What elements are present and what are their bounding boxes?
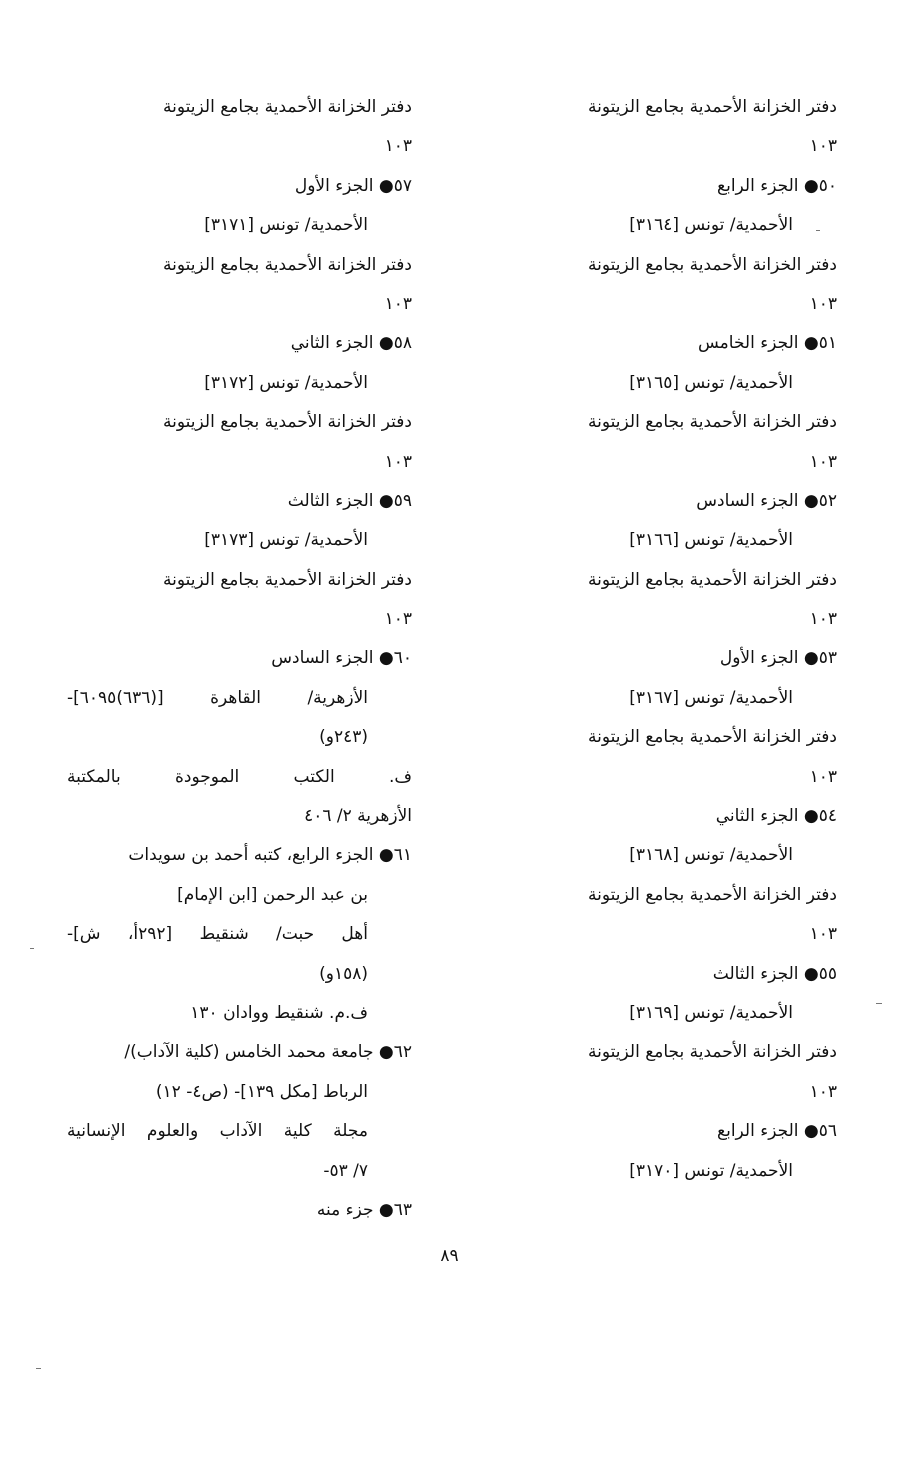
entry-line: دفتر الخزانة الأحمدية بجامع الزيتونة	[588, 727, 837, 748]
entry-line: الأحمدية/ تونس [٣١٦٨]	[629, 845, 793, 866]
entry-line: دفتر الخزانة الأحمدية بجامع الزيتونة	[588, 412, 837, 433]
entry-line: (٢٤٣و)	[319, 727, 368, 748]
entry-line: ٧/ ٥٣-	[323, 1160, 368, 1181]
entry-heading: ٥٤● الجزء الثاني	[715, 806, 837, 827]
entry-line: الأحمدية/ تونس [٣١٦٧]	[629, 687, 793, 708]
entry-line: دفتر الخزانة الأحمدية بجامع الزيتونة	[163, 254, 412, 275]
entry-line: ١٠٣	[809, 766, 837, 787]
entry-line: دفتر الخزانة الأحمدية بجامع الزيتونة	[588, 1042, 837, 1063]
entry-line: ١٠٣	[384, 293, 412, 314]
entry-line: ١٠٣	[384, 136, 412, 157]
entry-line: الرباط [مكل ١٣٩]- (ص٤- ١٢)	[155, 1081, 368, 1102]
entry-heading: ٦٢● جامعة محمد الخامس (كلية الآداب)/	[124, 1042, 412, 1063]
entry-line: ف.م. شنقيط ووادان ١٣٠	[190, 1002, 368, 1023]
entry-line: ١٠٣	[809, 609, 837, 630]
entry-line: الأزهرية ٢/ ٤٠٦	[304, 806, 412, 827]
entry-line: الأحمدية/ تونس [٣١٧٢]	[204, 372, 368, 393]
entry-heading: ٥٠● الجزء الرابع	[717, 175, 837, 196]
entry-line: ١٠٣	[809, 293, 837, 314]
entry-line: دفتر الخزانة الأحمدية بجامع الزيتونة	[163, 97, 412, 117]
entry-heading: ٦١● الجزء الرابع، كتبه أحمد بن سويدات	[128, 845, 412, 866]
entry-heading: ٦٠● الجزء السادس	[271, 648, 412, 669]
entry-heading: ٥٨● الجزء الثاني	[290, 333, 412, 354]
entry-line: ١٠٣	[809, 924, 837, 945]
entry-heading: ٥٢● الجزء السادس	[696, 490, 837, 511]
entry-line: ف. الكتب الموجودة بالمكتبة	[67, 766, 412, 787]
entry-line: الأحمدية/ تونس [٣١٦٥]	[629, 372, 793, 393]
left-column	[67, 88, 412, 1230]
entry-line: دفتر الخزانة الأحمدية بجامع الزيتونة	[588, 569, 837, 590]
scan-mark	[30, 948, 34, 949]
entry-line: دفتر الخزانة الأحمدية بجامع الزيتونة	[588, 884, 837, 905]
scan-mark	[876, 1003, 882, 1004]
entry-line: ١٠٣	[384, 609, 412, 630]
entry-line: الأحمدية/ تونس [٣١٧٣]	[204, 530, 368, 551]
entry-line: أهل حبت/ شنقيط [٢٩٢أ، ش]-	[67, 924, 368, 945]
entry-line: بن عبد الرحمن [ابن الإمام]	[177, 884, 368, 905]
page-number: ٨٩	[440, 1246, 459, 1266]
entry-line: دفتر الخزانة الأحمدية بجامع الزيتونة	[163, 412, 412, 433]
entry-line: دفتر الخزانة الأحمدية بجامع الزيتونة	[588, 97, 837, 117]
scan-mark	[36, 1368, 41, 1369]
entry-heading: ٥١● الجزء الخامس	[698, 333, 837, 354]
entry-line: دفتر الخزانة الأحمدية بجامع الزيتونة	[163, 569, 412, 590]
entry-line: الأحمدية/ تونس [٣١٦٩]	[629, 1002, 793, 1023]
entry-line: مجلة كلية الآداب والعلوم الإنسانية	[67, 1121, 368, 1142]
entry-line: الأحمدية/ تونس [٣١٦٦]	[629, 530, 793, 551]
entry-line: الأحمدية/ تونس [٣١٦٤]	[629, 215, 793, 236]
entry-line: الأحمدية/ تونس [٣١٧٠]	[629, 1160, 793, 1181]
entry-line: ١٠٣	[809, 136, 837, 157]
entry-line: ١٠٣	[809, 451, 837, 472]
entry-heading: ٥٥● الجزء الثالث	[712, 963, 837, 984]
entry-line: ١٠٣	[809, 1081, 837, 1102]
scan-mark	[816, 230, 820, 231]
entry-line: الأحمدية/ تونس [٣١٧١]	[204, 215, 368, 236]
entry-heading: ٥٣● الجزء الأول	[719, 648, 837, 669]
right-column	[492, 88, 837, 1191]
entry-line: (١٥٨و)	[319, 963, 368, 984]
entry-line: الأزهرية/ القاهرة [(٦٣٦)٦٠٩٥]-	[67, 687, 368, 708]
entry-line: ١٠٣	[384, 451, 412, 472]
entry-heading: ٥٦● الجزء الرابع	[717, 1121, 837, 1142]
entry-heading: ٥٩● الجزء الثالث	[287, 490, 412, 511]
entry-line: دفتر الخزانة الأحمدية بجامع الزيتونة	[588, 254, 837, 275]
entry-heading: ٥٧● الجزء الأول	[294, 175, 412, 196]
entry-heading: ٦٣● جزء منه	[316, 1199, 412, 1220]
